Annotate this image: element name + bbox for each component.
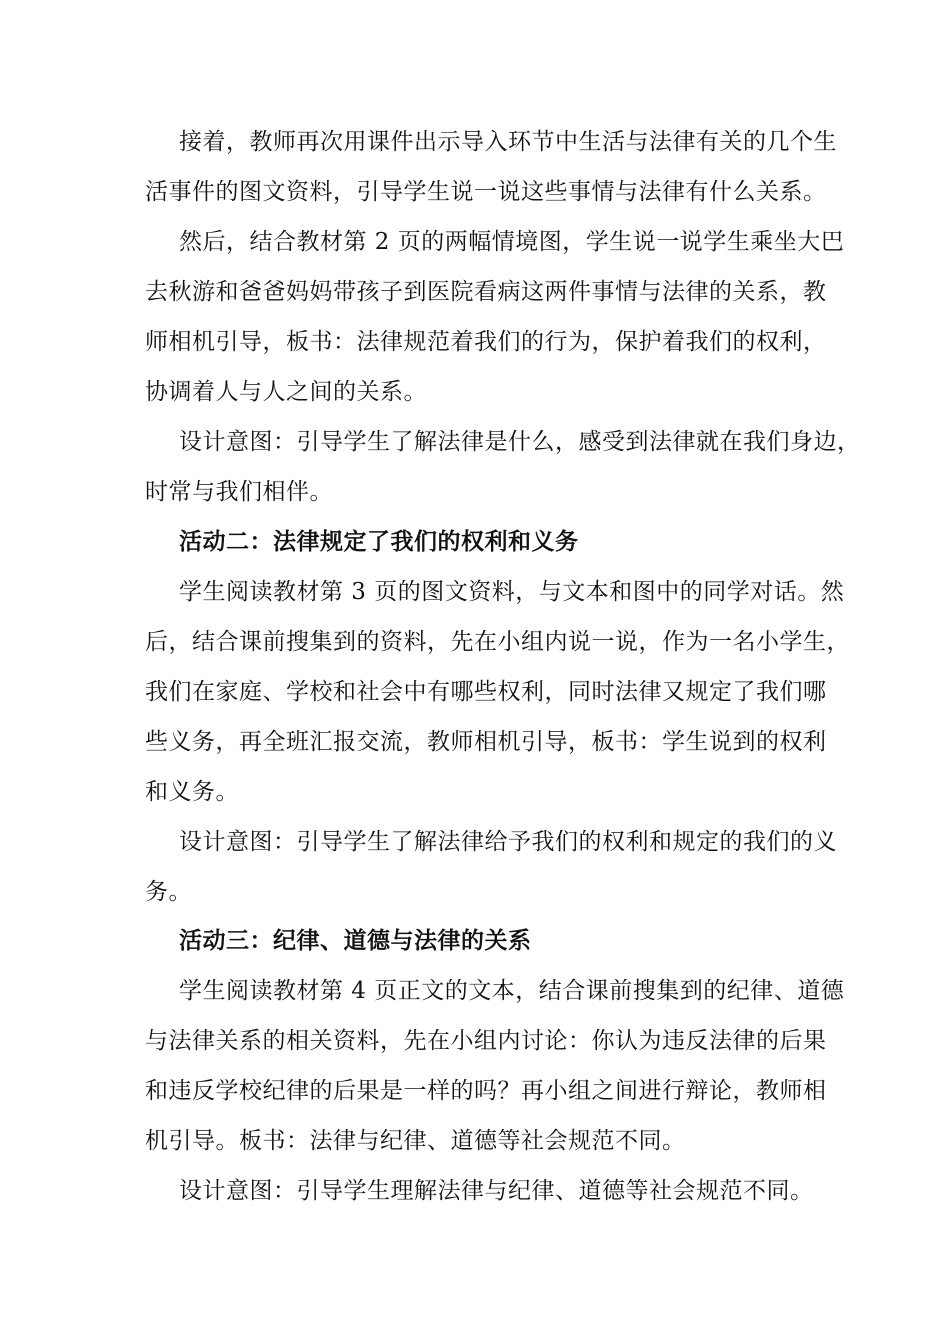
paragraph-line: 机引导。板书：法律与纪律、道德等社会规范不同。 (145, 1128, 686, 1154)
paragraph-line: 师相机引导，板书：法律规范着我们的行为，保护着我们的权利， (145, 329, 827, 355)
paragraph-line: 和义务。 (145, 779, 239, 805)
section-heading: 活动二：法律规定了我们的权利和义务 (179, 529, 579, 555)
paragraph-line: 学生阅读教材第 4 页正文的文本，结合课前搜集到的纪律、道德 (179, 978, 845, 1004)
paragraph-line: 设计意图：引导学生了解法律是什么，感受到法律就在我们身边， (179, 429, 861, 455)
paragraph-line: 然后，结合教材第 2 页的两幅情境图，学生说一说学生乘坐大巴 (179, 229, 845, 255)
paragraph-line: 协调着人与人之间的关系。 (145, 379, 427, 405)
paragraph-line: 时常与我们相伴。 (145, 479, 333, 505)
paragraph-line: 些义务，再全班汇报交流，教师相机引导，板书：学生说到的权利 (145, 729, 827, 755)
paragraph-line: 后，结合课前搜集到的资料，先在小组内说一说，作为一名小学生， (145, 629, 850, 655)
paragraph-line: 设计意图：引导学生理解法律与纪律、道德等社会规范不同。 (179, 1178, 814, 1204)
paragraph-line: 接着，教师再次用课件出示导入环节中生活与法律有关的几个生 (179, 129, 837, 155)
paragraph-line: 去秋游和爸爸妈妈带孩子到医院看病这两件事情与法律的关系，教 (145, 279, 827, 305)
paragraph-line: 与法律关系的相关资料，先在小组内讨论：你认为违反法律的后果 (145, 1028, 827, 1054)
paragraph-line: 学生阅读教材第 3 页的图文资料，与文本和图中的同学对话。然 (179, 579, 845, 605)
paragraph-line: 务。 (145, 879, 192, 905)
paragraph-line: 设计意图：引导学生了解法律给予我们的权利和规定的我们的义 (179, 829, 837, 855)
paragraph-line: 活事件的图文资料，引导学生说一说这些事情与法律有什么关系。 (145, 179, 827, 205)
section-heading: 活动三：纪律、道德与法律的关系 (179, 928, 532, 954)
paragraph-line: 我们在家庭、学校和社会中有哪些权利，同时法律又规定了我们哪 (145, 679, 827, 705)
paragraph-line: 和违反学校纪律的后果是一样的吗？再小组之间进行辩论，教师相 (145, 1078, 827, 1104)
